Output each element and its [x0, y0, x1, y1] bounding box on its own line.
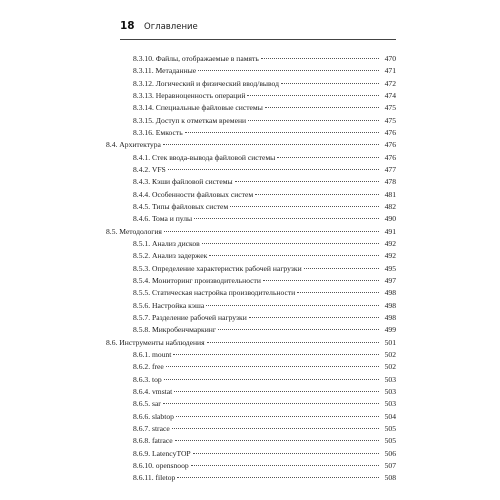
toc-entry-page: 478: [384, 177, 396, 187]
page-number: 18: [120, 20, 135, 32]
toc-subsection: [133, 410, 396, 423]
toc-entry-page: 505: [384, 436, 396, 446]
dot-leader: [304, 268, 379, 269]
toc-entry-label: 8.3.13. Неравноценность операций: [133, 90, 246, 100]
dot-leader: [281, 83, 379, 84]
toc-entry-page: 498: [384, 300, 396, 310]
toc-subsection: [133, 101, 396, 114]
toc-entry-label: 8.6.3. top: [133, 374, 162, 384]
dot-leader: [193, 453, 379, 454]
toc-entry-label: 8.5.7. Разделение рабочей нагрузки: [133, 312, 247, 322]
dot-leader: [177, 477, 379, 478]
dot-leader: [194, 218, 379, 219]
toc-subsection: [133, 212, 396, 225]
dot-leader: [176, 416, 379, 417]
toc-entry-page: 507: [384, 460, 396, 470]
dot-leader: [265, 107, 379, 108]
toc-entry-label: 8.6.6. slabtop: [133, 411, 174, 421]
toc-entry-label: 8.5.5. Статическая настройка производительности: [133, 288, 296, 298]
toc-entry-page: 503: [384, 386, 396, 396]
toc-subsection: [133, 175, 396, 188]
toc-subsection: [133, 126, 396, 139]
dot-leader: [247, 95, 379, 96]
toc-entry-label: 8.6.1. mount: [133, 349, 172, 359]
toc-entry-page: 499: [384, 325, 396, 335]
dot-leader: [163, 144, 379, 145]
toc-entry-label: 8.3.12. Логический и физический ввод/вывод: [133, 78, 279, 88]
toc-entry-page: 481: [384, 189, 396, 199]
dot-leader: [168, 169, 379, 170]
toc-subsection: [133, 434, 396, 447]
toc-entry-page: 505: [384, 423, 396, 433]
toc-entry-label: 8.6.11. filetop: [133, 473, 176, 483]
header-rule: [120, 39, 396, 40]
toc-entry-page: 495: [384, 263, 396, 273]
dot-leader: [166, 366, 379, 367]
dot-leader: [255, 194, 379, 195]
toc-entry-label: 8.4.4. Особенности файловых систем: [133, 189, 254, 199]
toc-subsection: [133, 348, 396, 361]
dot-leader: [261, 58, 379, 59]
toc-entry-label: 8.4.3. Кэши файловой системы: [133, 177, 233, 187]
toc-entry-page: 492: [384, 238, 396, 248]
toc-subsection: [133, 422, 396, 435]
toc-entry-page: 490: [384, 214, 396, 224]
toc-subsection: [133, 151, 396, 164]
toc-entry-page: 503: [384, 399, 396, 409]
toc-entry-page: 504: [384, 411, 396, 421]
toc-entry-page: 472: [384, 78, 396, 88]
toc-entry-label: 8.5. Методология: [106, 226, 162, 236]
toc-subsection: [133, 311, 396, 324]
toc-subsection: [133, 471, 396, 484]
toc-entry-page: 501: [384, 337, 396, 347]
toc-entry-label: 8.5.2. Анализ задержек: [133, 251, 208, 261]
toc-entry-page: 492: [384, 251, 396, 261]
toc-subsection: [133, 459, 396, 472]
running-title: Оглавление: [144, 22, 198, 32]
dot-leader: [218, 329, 379, 330]
toc-subsection: [133, 447, 396, 460]
toc-entry-label: 8.6.2. free: [133, 362, 164, 372]
toc-entry-label: 8.4.6. Тома и пулы: [133, 214, 193, 224]
dot-leader: [163, 403, 379, 404]
toc-entry-label: 8.6.10. opensnoop: [133, 460, 189, 470]
dot-leader: [297, 292, 379, 293]
toc-subsection: [133, 323, 396, 336]
toc-entry-page: 476: [384, 127, 396, 137]
toc-entry-page: 476: [384, 140, 396, 150]
toc-entry-page: 491: [384, 226, 396, 236]
dot-leader: [277, 157, 379, 158]
toc-entry-page: 476: [384, 152, 396, 162]
toc-entry-page: 477: [384, 164, 396, 174]
toc-entry-page: 497: [384, 275, 396, 285]
dot-leader: [263, 280, 379, 281]
toc-subsection: [133, 274, 396, 287]
toc-entry-page: 474: [384, 90, 396, 100]
toc-entry-label: 8.5.3. Определение характеристик рабочей нагрузки: [133, 263, 302, 273]
toc-subsection: [133, 64, 396, 77]
toc-subsection: [133, 373, 396, 386]
toc-subsection: [133, 360, 396, 373]
toc-entry-label: 8.3.10. Файлы, отображаемые в память: [133, 54, 259, 63]
toc-entry-label: 8.4. Архитектура: [106, 140, 161, 150]
toc-entry-page: 475: [384, 103, 396, 113]
toc-subsection: [133, 286, 396, 299]
toc-section: [106, 225, 396, 238]
toc-entry-label: 8.3.15. Доступ к отметкам времени: [133, 115, 247, 125]
dot-leader: [198, 70, 379, 71]
toc-subsection: [133, 77, 396, 90]
toc-entry-label: 8.5.6. Настройка кэша: [133, 300, 205, 310]
toc-subsection: [133, 200, 396, 213]
dot-leader: [164, 231, 379, 232]
dot-leader: [206, 305, 379, 306]
toc-entry-label: 8.6.4. vmstat: [133, 386, 173, 396]
dot-leader: [185, 132, 379, 133]
toc-entry-page: 508: [384, 473, 396, 483]
toc-entry-label: 8.3.11. Метаданные: [133, 66, 197, 76]
dot-leader: [207, 342, 379, 343]
dot-leader: [202, 243, 379, 244]
toc-entry-page: 475: [384, 115, 396, 125]
toc-subsection: [133, 237, 396, 250]
toc-entry-page: 502: [384, 349, 396, 359]
toc-subsection: [133, 397, 396, 410]
toc-entry-label: 8.4.1. Стек ввода-вывода файловой системы: [133, 152, 276, 162]
dot-leader: [175, 440, 379, 441]
page-header: [120, 20, 396, 36]
toc-entry-label: 8.4.5. Типы файловых систем: [133, 201, 229, 211]
toc-entry-label: 8.6.8. fatrace: [133, 436, 173, 446]
dot-leader: [164, 379, 379, 380]
toc-entry-label: 8.4.2. VFS: [133, 164, 166, 174]
toc-entry-label: 8.6.7. strace: [133, 423, 170, 433]
toc-entry-page: 502: [384, 362, 396, 372]
toc-entry-page: 498: [384, 288, 396, 298]
dot-leader: [249, 317, 379, 318]
toc-subsection: [133, 163, 396, 176]
toc-subsection: [133, 89, 396, 102]
toc-entry-label: 8.6.9. LatencyTOP: [133, 448, 191, 458]
toc-entry-page: 471: [384, 66, 396, 76]
toc-entry-page: 470: [384, 54, 396, 63]
dot-leader: [230, 206, 379, 207]
dot-leader: [209, 255, 379, 256]
toc-subsection: [133, 262, 396, 275]
toc-subsection: [133, 299, 396, 312]
toc-entry-page: 503: [384, 374, 396, 384]
toc-subsection: [133, 249, 396, 262]
dot-leader: [191, 465, 379, 466]
toc-subsection: [133, 188, 396, 201]
toc-entry-label: 8.5.4. Мониторинг производительности: [133, 275, 261, 285]
dot-leader: [174, 391, 379, 392]
toc-subsection: [133, 114, 396, 127]
toc-section: [106, 138, 396, 151]
dot-leader: [173, 354, 379, 355]
toc-entry-label: 8.5.8. Микробенчмаркинг: [133, 325, 216, 335]
dot-leader: [235, 181, 379, 182]
toc-entry-page: 482: [384, 201, 396, 211]
toc-subsection: [133, 52, 396, 65]
toc-subsection: [133, 385, 396, 398]
toc-entry-page: 498: [384, 312, 396, 322]
toc-entry-page: 506: [384, 448, 396, 458]
dot-leader: [172, 428, 379, 429]
toc-entry-label: 8.5.1. Анализ дисков: [133, 238, 200, 248]
toc-entry-label: 8.6.5. sar: [133, 399, 161, 409]
toc-entry-label: 8.6. Инструменты наблюдения: [106, 337, 205, 347]
toc-section: [106, 336, 396, 349]
toc-entry-label: 8.3.16. Емкость: [133, 127, 183, 137]
toc-entry-label: 8.3.14. Специальные файловые системы: [133, 103, 263, 113]
dot-leader: [248, 120, 379, 121]
